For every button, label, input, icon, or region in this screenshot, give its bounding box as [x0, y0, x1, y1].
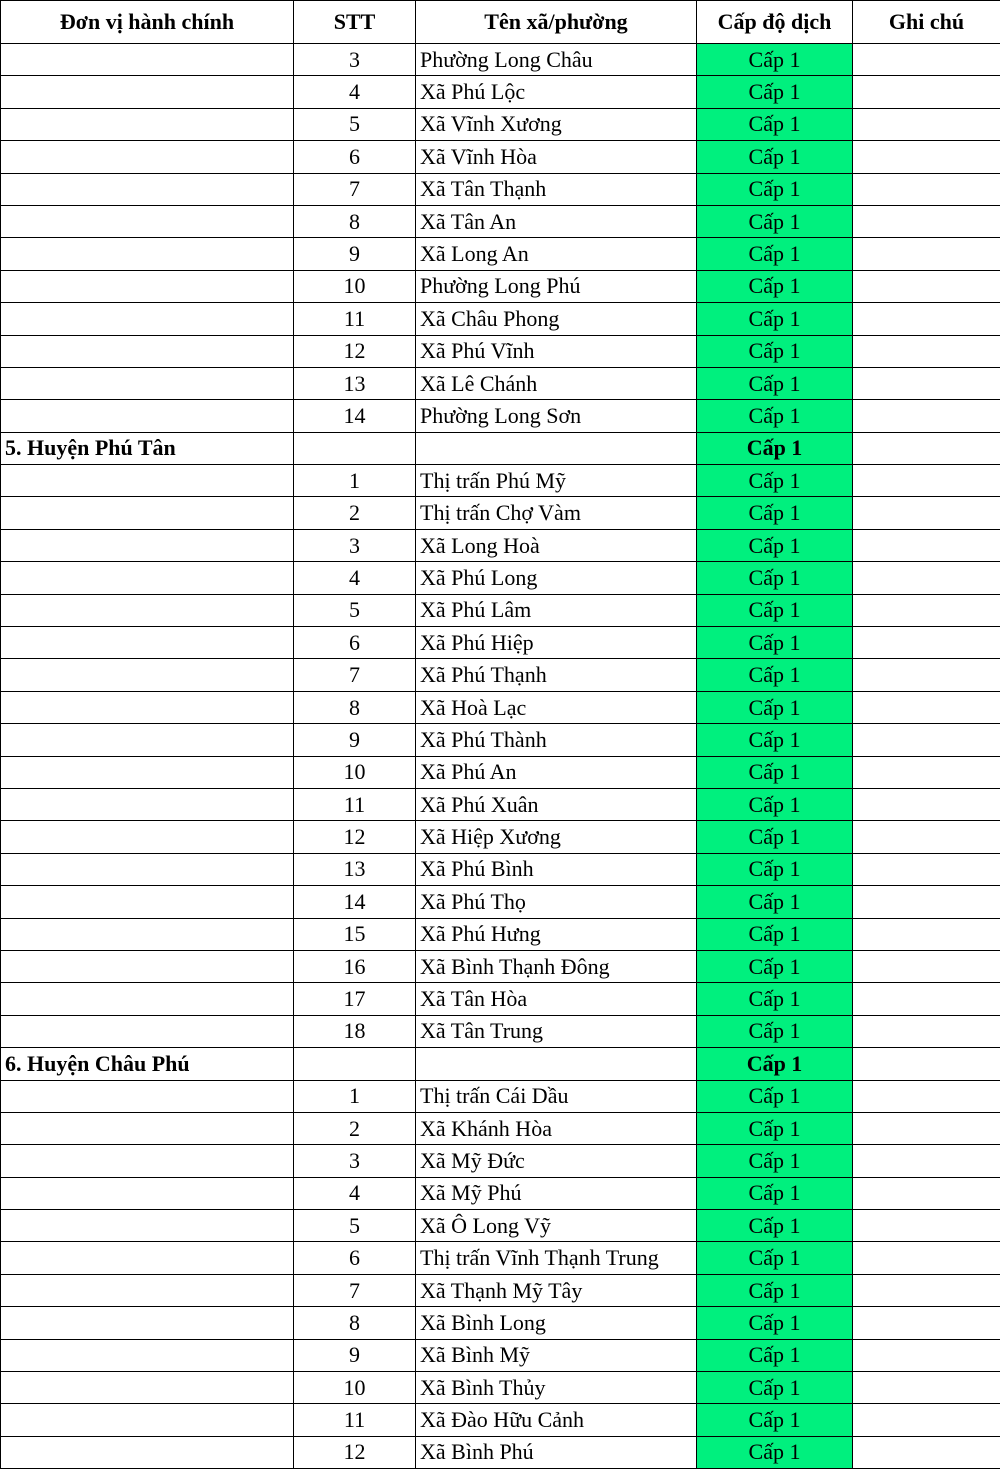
- note-cell: [853, 1242, 1000, 1274]
- stt-cell: 3: [294, 529, 416, 561]
- note-cell: [853, 1436, 1000, 1468]
- unit-cell: [1, 1372, 294, 1404]
- table-row: [1, 335, 1000, 367]
- commune-name-cell: Xã Tân Hòa: [416, 983, 697, 1015]
- stt-cell: 8: [294, 205, 416, 237]
- unit-cell: [1, 1436, 294, 1468]
- table-row: [1, 1274, 1000, 1306]
- unit-cell: [1, 400, 294, 432]
- level-cell: Cấp 1: [697, 1048, 853, 1080]
- note-cell: [853, 1404, 1000, 1436]
- header-name: Tên xã/phường: [416, 1, 697, 44]
- table-row: [1, 918, 1000, 950]
- stt-cell: 8: [294, 1307, 416, 1339]
- level-cell: Cấp 1: [697, 1015, 853, 1047]
- unit-cell: [1, 562, 294, 594]
- level-cell: Cấp 1: [697, 918, 853, 950]
- level-cell: Cấp 1: [697, 659, 853, 691]
- table-row: [1, 562, 1000, 594]
- table-row: [1, 1307, 1000, 1339]
- unit-cell: [1, 465, 294, 497]
- unit-cell: [1, 950, 294, 982]
- unit-cell: 6. Huyện Châu Phú: [1, 1048, 294, 1080]
- unit-cell: [1, 1145, 294, 1177]
- note-cell: [853, 1210, 1000, 1242]
- stt-cell: 1: [294, 1080, 416, 1112]
- commune-name-cell: [416, 432, 697, 464]
- table-row: [1, 1015, 1000, 1047]
- stt-cell: 14: [294, 400, 416, 432]
- commune-name-cell: Xã Mỹ Đức: [416, 1145, 697, 1177]
- stt-cell: 3: [294, 1145, 416, 1177]
- unit-cell: [1, 724, 294, 756]
- stt-cell: 4: [294, 1177, 416, 1209]
- table-row: [1, 303, 1000, 335]
- level-cell: Cấp 1: [697, 432, 853, 464]
- note-cell: [853, 1080, 1000, 1112]
- level-cell: Cấp 1: [697, 173, 853, 205]
- stt-cell: 7: [294, 173, 416, 205]
- table-row: [1, 497, 1000, 529]
- note-cell: [853, 724, 1000, 756]
- table-row: [1, 1145, 1000, 1177]
- note-cell: [853, 886, 1000, 918]
- stt-cell: 5: [294, 1210, 416, 1242]
- table-row: [1, 1404, 1000, 1436]
- commune-name-cell: Thị trấn Phú Mỹ: [416, 465, 697, 497]
- commune-name-cell: Xã Bình Mỹ: [416, 1339, 697, 1371]
- note-cell: [853, 659, 1000, 691]
- note-cell: [853, 1372, 1000, 1404]
- table-body: [1, 44, 1000, 1469]
- commune-name-cell: Xã Phú Hiệp: [416, 627, 697, 659]
- commune-name-cell: Xã Châu Phong: [416, 303, 697, 335]
- level-cell: Cấp 1: [697, 821, 853, 853]
- table-row: [1, 173, 1000, 205]
- unit-cell: [1, 1015, 294, 1047]
- level-cell: Cấp 1: [697, 1372, 853, 1404]
- unit-cell: [1, 335, 294, 367]
- commune-name-cell: [416, 1048, 697, 1080]
- note-cell: [853, 76, 1000, 108]
- unit-cell: [1, 529, 294, 561]
- level-cell: Cấp 1: [697, 1307, 853, 1339]
- note-cell: [853, 529, 1000, 561]
- commune-name-cell: Xã Long Hoà: [416, 529, 697, 561]
- commune-name-cell: Xã Phú Thạnh: [416, 659, 697, 691]
- commune-name-cell: Xã Bình Thạnh Đông: [416, 950, 697, 982]
- stt-cell: 2: [294, 497, 416, 529]
- level-cell: Cấp 1: [697, 367, 853, 399]
- stt-cell: 16: [294, 950, 416, 982]
- commune-name-cell: Xã Vĩnh Xương: [416, 108, 697, 140]
- stt-cell: 10: [294, 756, 416, 788]
- unit-cell: [1, 76, 294, 108]
- unit-cell: [1, 821, 294, 853]
- note-cell: [853, 562, 1000, 594]
- commune-name-cell: Xã Phú Lộc: [416, 76, 697, 108]
- stt-cell: 7: [294, 659, 416, 691]
- table-row: [1, 724, 1000, 756]
- stt-cell: 5: [294, 594, 416, 626]
- commune-name-cell: Xã Phú Vĩnh: [416, 335, 697, 367]
- commune-name-cell: Phường Long Phú: [416, 270, 697, 302]
- unit-cell: [1, 205, 294, 237]
- commune-name-cell: Xã Tân Thạnh: [416, 173, 697, 205]
- table-row: [1, 983, 1000, 1015]
- unit-cell: [1, 853, 294, 885]
- table-row: [1, 529, 1000, 561]
- table-row: [1, 108, 1000, 140]
- unit-cell: 5. Huyện Phú Tân: [1, 432, 294, 464]
- level-cell: Cấp 1: [697, 788, 853, 820]
- level-cell: Cấp 1: [697, 44, 853, 76]
- table-row: [1, 367, 1000, 399]
- commune-name-cell: Xã Phú An: [416, 756, 697, 788]
- stt-cell: 17: [294, 983, 416, 1015]
- commune-name-cell: Xã Khánh Hòa: [416, 1112, 697, 1144]
- table-row: [1, 238, 1000, 270]
- table-row: [1, 44, 1000, 76]
- level-cell: Cấp 1: [697, 76, 853, 108]
- level-cell: Cấp 1: [697, 238, 853, 270]
- commune-name-cell: Xã Phú Bình: [416, 853, 697, 885]
- note-cell: [853, 1015, 1000, 1047]
- unit-cell: [1, 238, 294, 270]
- unit-cell: [1, 497, 294, 529]
- stt-cell: [294, 1048, 416, 1080]
- table-row: [1, 205, 1000, 237]
- table-row: [1, 821, 1000, 853]
- unit-cell: [1, 141, 294, 173]
- stt-cell: 6: [294, 1242, 416, 1274]
- stt-cell: 11: [294, 1404, 416, 1436]
- stt-cell: 13: [294, 853, 416, 885]
- level-cell: Cấp 1: [697, 756, 853, 788]
- commune-name-cell: Thị trấn Vĩnh Thạnh Trung: [416, 1242, 697, 1274]
- table-row: [1, 950, 1000, 982]
- table-row: [1, 594, 1000, 626]
- note-cell: [853, 950, 1000, 982]
- table-row: [1, 853, 1000, 885]
- level-cell: Cấp 1: [697, 1080, 853, 1112]
- unit-cell: [1, 1274, 294, 1306]
- level-cell: Cấp 1: [697, 1436, 853, 1468]
- level-cell: Cấp 1: [697, 1339, 853, 1371]
- unit-cell: [1, 303, 294, 335]
- commune-name-cell: Thị trấn Cái Dầu: [416, 1080, 697, 1112]
- table-row: [1, 756, 1000, 788]
- note-cell: [853, 367, 1000, 399]
- note-cell: [853, 1307, 1000, 1339]
- level-cell: Cấp 1: [697, 950, 853, 982]
- note-cell: [853, 335, 1000, 367]
- district-row: [1, 1048, 1000, 1080]
- commune-name-cell: Xã Vĩnh Hòa: [416, 141, 697, 173]
- table-row: [1, 1339, 1000, 1371]
- level-cell: Cấp 1: [697, 627, 853, 659]
- commune-name-cell: Xã Ô Long Vỹ: [416, 1210, 697, 1242]
- stt-cell: 12: [294, 1436, 416, 1468]
- stt-cell: [294, 432, 416, 464]
- unit-cell: [1, 886, 294, 918]
- unit-cell: [1, 756, 294, 788]
- commune-name-cell: Xã Phú Long: [416, 562, 697, 594]
- level-cell: Cấp 1: [697, 529, 853, 561]
- unit-cell: [1, 788, 294, 820]
- commune-name-cell: Xã Tân Trung: [416, 1015, 697, 1047]
- unit-cell: [1, 44, 294, 76]
- stt-cell: 6: [294, 141, 416, 173]
- note-cell: [853, 853, 1000, 885]
- note-cell: [853, 238, 1000, 270]
- note-cell: [853, 821, 1000, 853]
- unit-cell: [1, 1339, 294, 1371]
- stt-cell: 10: [294, 1372, 416, 1404]
- commune-name-cell: Phường Long Sơn: [416, 400, 697, 432]
- note-cell: [853, 1112, 1000, 1144]
- unit-cell: [1, 173, 294, 205]
- unit-cell: [1, 367, 294, 399]
- commune-name-cell: Xã Đào Hữu Cảnh: [416, 1404, 697, 1436]
- unit-cell: [1, 1080, 294, 1112]
- unit-cell: [1, 1404, 294, 1436]
- level-cell: Cấp 1: [697, 1274, 853, 1306]
- note-cell: [853, 1274, 1000, 1306]
- level-cell: Cấp 1: [697, 1404, 853, 1436]
- table-row: [1, 1112, 1000, 1144]
- note-cell: [853, 173, 1000, 205]
- table-row: [1, 1177, 1000, 1209]
- note-cell: [853, 756, 1000, 788]
- commune-name-cell: Xã Tân An: [416, 205, 697, 237]
- note-cell: [853, 1177, 1000, 1209]
- stt-cell: 10: [294, 270, 416, 302]
- header-stt: STT: [294, 1, 416, 44]
- unit-cell: [1, 1177, 294, 1209]
- stt-cell: 5: [294, 108, 416, 140]
- level-cell: Cấp 1: [697, 724, 853, 756]
- stt-cell: 11: [294, 303, 416, 335]
- level-cell: Cấp 1: [697, 1210, 853, 1242]
- level-cell: Cấp 1: [697, 691, 853, 723]
- stt-cell: 4: [294, 562, 416, 594]
- header-unit: Đơn vị hành chính: [1, 1, 294, 44]
- unit-cell: [1, 983, 294, 1015]
- commune-name-cell: Xã Long An: [416, 238, 697, 270]
- commune-name-cell: Xã Hoà Lạc: [416, 691, 697, 723]
- table-row: [1, 886, 1000, 918]
- stt-cell: 13: [294, 367, 416, 399]
- table-row: [1, 659, 1000, 691]
- stt-cell: 7: [294, 1274, 416, 1306]
- stt-cell: 14: [294, 886, 416, 918]
- level-cell: Cấp 1: [697, 400, 853, 432]
- note-cell: [853, 1048, 1000, 1080]
- note-cell: [853, 400, 1000, 432]
- table-row: [1, 1436, 1000, 1468]
- commune-name-cell: Xã Phú Xuân: [416, 788, 697, 820]
- unit-cell: [1, 627, 294, 659]
- level-cell: Cấp 1: [697, 1112, 853, 1144]
- table-row: [1, 141, 1000, 173]
- note-cell: [853, 1339, 1000, 1371]
- header-note: Ghi chú: [853, 1, 1000, 44]
- stt-cell: 9: [294, 238, 416, 270]
- stt-cell: 18: [294, 1015, 416, 1047]
- table-row: [1, 1080, 1000, 1112]
- commune-name-cell: Xã Phú Lâm: [416, 594, 697, 626]
- table-row: [1, 1242, 1000, 1274]
- commune-name-cell: Xã Phú Hưng: [416, 918, 697, 950]
- header-level: Cấp độ dịch: [697, 1, 853, 44]
- unit-cell: [1, 1112, 294, 1144]
- level-cell: Cấp 1: [697, 108, 853, 140]
- note-cell: [853, 141, 1000, 173]
- note-cell: [853, 108, 1000, 140]
- level-cell: Cấp 1: [697, 594, 853, 626]
- table-row: [1, 270, 1000, 302]
- unit-cell: [1, 1242, 294, 1274]
- level-cell: Cấp 1: [697, 1145, 853, 1177]
- stt-cell: 12: [294, 335, 416, 367]
- unit-cell: [1, 918, 294, 950]
- stt-cell: 11: [294, 788, 416, 820]
- note-cell: [853, 270, 1000, 302]
- level-cell: Cấp 1: [697, 853, 853, 885]
- commune-name-cell: Xã Mỹ Phú: [416, 1177, 697, 1209]
- note-cell: [853, 627, 1000, 659]
- header-row: [1, 1, 1000, 44]
- table-row: [1, 76, 1000, 108]
- level-cell: Cấp 1: [697, 983, 853, 1015]
- note-cell: [853, 918, 1000, 950]
- stt-cell: 15: [294, 918, 416, 950]
- level-cell: Cấp 1: [697, 270, 853, 302]
- level-cell: Cấp 1: [697, 465, 853, 497]
- commune-name-cell: Phường Long Châu: [416, 44, 697, 76]
- level-cell: Cấp 1: [697, 303, 853, 335]
- stt-cell: 2: [294, 1112, 416, 1144]
- note-cell: [853, 594, 1000, 626]
- note-cell: [853, 691, 1000, 723]
- district-row: [1, 432, 1000, 464]
- stt-cell: 8: [294, 691, 416, 723]
- commune-name-cell: Xã Phú Thọ: [416, 886, 697, 918]
- table-row: [1, 1210, 1000, 1242]
- level-cell: Cấp 1: [697, 562, 853, 594]
- note-cell: [853, 1145, 1000, 1177]
- level-cell: Cấp 1: [697, 205, 853, 237]
- level-cell: Cấp 1: [697, 1242, 853, 1274]
- table-row: [1, 400, 1000, 432]
- commune-name-cell: Xã Bình Thủy: [416, 1372, 697, 1404]
- level-cell: Cấp 1: [697, 1177, 853, 1209]
- unit-cell: [1, 659, 294, 691]
- commune-name-cell: Xã Thạnh Mỹ Tây: [416, 1274, 697, 1306]
- note-cell: [853, 788, 1000, 820]
- unit-cell: [1, 270, 294, 302]
- note-cell: [853, 465, 1000, 497]
- note-cell: [853, 303, 1000, 335]
- note-cell: [853, 44, 1000, 76]
- table-row: [1, 788, 1000, 820]
- commune-name-cell: Xã Phú Thành: [416, 724, 697, 756]
- unit-cell: [1, 108, 294, 140]
- table-row: [1, 465, 1000, 497]
- stt-cell: 12: [294, 821, 416, 853]
- table-row: [1, 627, 1000, 659]
- note-cell: [853, 205, 1000, 237]
- unit-cell: [1, 691, 294, 723]
- unit-cell: [1, 1210, 294, 1242]
- note-cell: [853, 497, 1000, 529]
- level-cell: Cấp 1: [697, 141, 853, 173]
- stt-cell: 6: [294, 627, 416, 659]
- note-cell: [853, 983, 1000, 1015]
- commune-name-cell: Xã Bình Long: [416, 1307, 697, 1339]
- level-cell: Cấp 1: [697, 335, 853, 367]
- stt-cell: 1: [294, 465, 416, 497]
- unit-cell: [1, 594, 294, 626]
- note-cell: [853, 432, 1000, 464]
- stt-cell: 9: [294, 724, 416, 756]
- stt-cell: 9: [294, 1339, 416, 1371]
- commune-name-cell: Thị trấn Chợ Vàm: [416, 497, 697, 529]
- stt-cell: 4: [294, 76, 416, 108]
- unit-cell: [1, 1307, 294, 1339]
- table-row: [1, 1372, 1000, 1404]
- table-row: [1, 691, 1000, 723]
- level-cell: Cấp 1: [697, 497, 853, 529]
- stt-cell: 3: [294, 44, 416, 76]
- level-cell: Cấp 1: [697, 886, 853, 918]
- commune-name-cell: Xã Lê Chánh: [416, 367, 697, 399]
- commune-name-cell: Xã Bình Phú: [416, 1436, 697, 1468]
- commune-name-cell: Xã Hiệp Xương: [416, 821, 697, 853]
